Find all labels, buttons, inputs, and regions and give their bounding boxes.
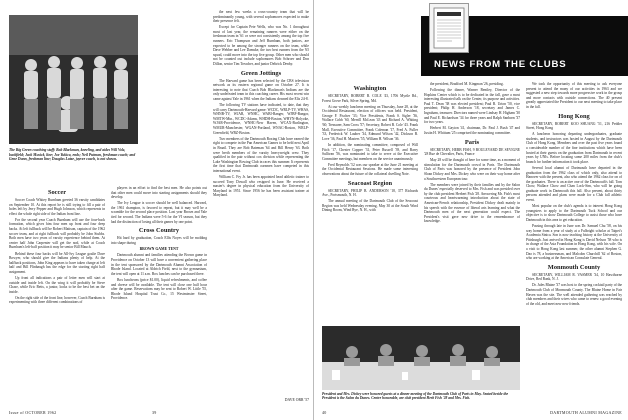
paragraph: The Harvard game has been selected by the CBS television network as its eastern regional game on October 27. It is interesting to note that Coach Bob Blackman's Indians are the only undefeated team in this coaching career. His most recent win came against Yale in 1961 when the Indians downed the Elis 24-8. xyxy=(213,78,309,101)
newspaper-icon xyxy=(430,4,468,52)
left-column-1 xyxy=(9,186,105,404)
paragraph: SECRETARY, WILLIAM R. VASMER '34, 10 Hawthorne Drive, Red Bank, N. J. xyxy=(526,272,622,282)
section-heading: Soccer xyxy=(47,189,67,196)
paragraph: A luncheon honoring departing undergraduates, graduate students, and instructors was hosted in August by the Dartmouth Club of Hong Kong. Members and over the past five years found a considerable number of the fine institutions which have been hosted at their guests on the graduation from Dartmouth in recent years by UNIs. Before locating some 200 miles from the club's branch for further information it took place. xyxy=(526,132,622,164)
paragraph: the president, Bradford M. Kingman '26, presiding. xyxy=(430,82,504,86)
coaching-staff-photo xyxy=(9,15,138,144)
right-column-1 xyxy=(322,82,418,322)
paragraph: Passing through late in June was Dr. Samuel Chu '58, on his way home from a year of study at a Fulbright scholar at Taipei's Academia Sinica. Son is now teaching history at the University of Pittsburgh. Just arrived in Hong Kong is David Nelson '58 who is in charge of the Asia Foundation in Hong Kong, with his wife. On a visit to Hong Kong last summer, the other alumni Stephen G. Dao is 78, a businessman, and Malcolm Churchill '62 of Boston, who are working at the American Consulate General. xyxy=(526,224,622,261)
banner-rule xyxy=(596,16,628,19)
paragraph: The Ivy League is soccer should be well balanced. Harvard, the 1961 champion, is favored to repeat, but it may well be a scramble for the second place position. Last year Brown and Yale tied for second. The Indians were 5-6 for the VI season, but they had the distinction of losing all their games by one point. xyxy=(111,201,207,224)
section-heading: Seacoast Region xyxy=(347,179,393,187)
right-column-3 xyxy=(526,82,622,404)
paragraph: May 28 will be thought of here for some time, as a moment of stimulation for the Dartmouth crowd in Paris. The Dartmouth Club of Paris was honored by the presence of President John Sloan Dickey and Mrs. Dickey who were on their way home after a Southwestern European tour. xyxy=(424,158,520,181)
paragraph: Two members of the Dartmouth Boxing Club have earned the right to compete in the Pan American Games to be held next April in Brazil. They are Bob Bateman '64 and Bill Henry '63. Both were berth members of the varsity heavyweight crew. They qualified in the pair without cox division while representing the Lake Washington Rowing Club in races this summer. It represents the first time that Dartmouth oarsmen have competed in this international event. xyxy=(213,136,309,173)
paragraph: Up front all indications a pair of letter men will start at outside and inside left. On the wing it will probably be Steve Chase, while Eric Betts, a junior, looks to be the best bet on the inside. xyxy=(9,276,105,294)
paragraph: On the right side of the front line, however, Coach Burnham is experimenting with three different combinations of xyxy=(9,295,105,305)
left-column-2 xyxy=(111,186,207,404)
section-heading: Paris xyxy=(464,138,480,146)
footer-page-number-right: 40 xyxy=(322,410,327,415)
paragraph: the next few weeks a cross-country team that will be predominantly young, with several sophomores expected to make their presence felt. xyxy=(213,10,309,24)
banner-title: NEWS FROM THE CLUBS xyxy=(434,59,567,70)
paragraph: Several local alumni of Dartmouth have departed in the graduation from the 1962 class of which only, also attend to Hanover with the present, also who attend the 1962 class for on of the graduates. There is an active one of the Dartmouth's fall. Tom Chow, Wallace Chow and Chan Lock-Sim, who will be going graduate work in Dartmouth this fall. Also present, about thirty persons attended and plans were made for a Club fall athletic event. xyxy=(526,165,622,203)
paragraph: The annual meeting of the Dartmouth Club of the Seacoast Region was held Wednesday evening, May 30 at the South Wind Dining Room, Wind Rye, N. H., with xyxy=(322,199,418,213)
paragraph: SECRETARY, PHILIP B. ANDERSON '18, 377 Richards Ave., Portsmouth, N. H. xyxy=(322,188,418,198)
section-heading: Washington xyxy=(353,85,387,92)
paragraph: The members were joined by their families and by the Salon du Dunes' especially deserved to Mrs. Fish and was presided over by the club president Herbert Fish '28. Answering Mr. Fish's most courteous and heartwarming introduction about the state of American-French relationship, President Dickey dealt mainly in his speech with the essence of liberal arts learning and what the Dartmouth men of the next generation could expect. The President's visit gave new drive to the remembrance of knowledge. xyxy=(424,182,520,224)
paragraph: Following the dinner, Warner Bentley, Director of the Hopkins Center which is to be dedicated in the fall, gave a most interesting illustrated talk on the Center, its purpose and activities. Paul T. Dean '38 was elected president; Paul R. Urion '50, vice president; Philip H. Anderson '18, secretary and James C. Ingraham, treasurer. Directors named were Lindsay H. Higham '30 and Paul E. Richardson '34 for three years and Ralph Sanborn '37 for two years. xyxy=(424,88,520,125)
paragraph: William C. Fry Jr. has been appointed head athletic trainer to succeed Tony Dowall who resigned in June. He received a master's degree in physical education from the University of Maryland in 1951. Since 1956 he has been assistant trainer at Maryland. xyxy=(213,175,309,198)
footer-issue: Issue of OCTOBER 1962 xyxy=(9,410,57,415)
paragraph: At our weekly luncheon meeting on Thursday, June 28, at the Occidental Restaurant, election of officers was held. President, George F. Fischer '33; Vice Presidents, Frank S. Sigler '36, Wallace Cobb '60, Merrill McLean '43 and Richard A. Whiting '60; Treasurer, Sam Cross '57; Secretary, Robert B. Cole '43. Frank Mall, Executive Committee, Frank Coleman '17, Fred A. Fuller '33, Frederick W. Lauber '34, Edmund Wilson '42, Dickson B. Love '36, Paul H. Masters '55, William H. Wilson '36. xyxy=(322,104,418,141)
paragraph: Dartmouth alumni and families attending the Brown game in Providence on October 13 will have a convenient gathering place in the tent sponsored by the Dartmouth Alumni Association of Rhode Island. Located at Aldrich Field, next to the gymnasium, the tent will open at 11 a.m. Box lunches can be purchased there. xyxy=(111,253,207,276)
coaching-staff-photo-art xyxy=(9,15,138,144)
paragraph: In addition, the nominating committee, composed of Will Fitch '17, Chester Copper '31, Peter Russell '39, and Barry Sullivan '56, was nominated to take to serve at the Executive Committee meetings, but members on the service unanimously. xyxy=(322,142,418,161)
paragraph: Most popular on the club's agenda is to interest Hong Kong youngsters to apply to the Dartmouth Tuck School and our objective is to show Dartmouth College to assist those who have Dartmouth in this area to get education. xyxy=(526,204,622,222)
subsection-heading: BROWN GAME TENT xyxy=(139,247,179,252)
paragraph: Behind these four backs will be All-Ivy League goalie Dave Bowyer, who should give the Indians plenty of help. At the halfback positions, John King appears to have taken charge at left half and Bill Flinbaugh has the edge for the starting right half assignment. xyxy=(9,251,105,274)
coaching-staff-caption: The Big Green coaching staff: Bob Blackman, kneeling, and aides Will Volz, backfield; Jack Musick, line; Joe Yukica, ends; Neil Putman, freshman coach; and Gene Dunn, freshman line; Douglas Lutze, jayvee coach, is not shown. xyxy=(9,148,136,162)
paris-dinner-photo xyxy=(322,326,520,390)
footer-page-number-left: 39 xyxy=(152,410,157,415)
paragraph: Hit hard by graduation, Coach Ellis Noyes will be molding into shape during xyxy=(111,236,207,245)
paragraph: For the second year Coach Burnham will use the four-back formation, which gives him four men up front and four deep backs. At left fullback will be Robert Mattson, captain of the 1962 soccer team, and at right fullback will probably be John Stubbs. Both men have two years of varsity experience behind them. At center half John Carpenter will get the nod, while at Coach Burnham's left-half position it may be senior Bill Mauch. xyxy=(9,217,105,250)
column-signature: DAVE ORR '57 xyxy=(284,398,309,402)
paragraph: Herbert M. Gayton '41, chairman, Dr. Paul J. Bush '47 and Justin H. Whittum '25 comprised the nominating committee. xyxy=(424,126,520,135)
left-column-3 xyxy=(213,10,309,398)
paris-dinner-caption: President and Mrs. Dickey were honored guests at a dinner meeting of the Dartmouth Club of Paris in May. Seated beside the President is the Salon du Dunes. Centre honorable, are club president Herb Fish '28 and Mrs. Fish. xyxy=(322,392,509,401)
paris-dinner-photo-art xyxy=(322,326,520,390)
paragraph: Box luncheons (price $1.00), liquid refreshments, and coffee and cheese will be available. The tent will close one half hour after the game. Reservations may be sent to Robert W. Little '55, Rhode Island Hospital Trust Co., 15 Westminster Street, Providence. xyxy=(111,277,207,301)
right-page xyxy=(314,0,628,420)
paragraph: Except for Captain Pete Wells, who was No. 1 throughout most of last year, the remaining runners were either on the freshman team in '61 or were not consistently among the top five runners. Eric Thompson and Jeff Burnham, both juniors, are expected to be among the stronger runners on the team, while Dave Webber and Lee Damske, the two best runners from the '65 squad, could move into the top five group. Other men who should not be counted out include sophomores Bob Schroer and Don Dillon, senior Tim Treacher, and junior Deltrick Denby. xyxy=(213,25,309,67)
footer-magazine: DARTMOUTH ALUMNI MAGAZINE xyxy=(550,410,622,415)
paragraph: Fred Reynolds '52 was our speaker at the June 21 meeting at the Occidental Restaurant Sessions. He made some interesting observations about the future of the collateral dwelling Note. xyxy=(322,162,418,176)
paragraph: Dr. Jules Blaine '37 was host to the spring cocktail party of the Dartmouth Club of Monmouth County. The Blaine Home in Fair Haven was the site. The well attended gathering was reached by club members and their wives who came to renew a good evening of the old, and meet new new friends. xyxy=(526,283,622,306)
right-column-2 xyxy=(424,82,520,322)
paragraph: Soccer Coach Whitey Burnham greeted 36 varsity candidates on September 10. At this report he is still trying to fill a pair of holes left by Jerry Pepper and Hugh Johnson, which represents in effect the whole right side of the Indian front line. xyxy=(9,198,105,216)
paragraph: The following TV stations have indicated, to date, that they will carry Dartmouth-Harvard game: WCDC, WRLP-TV, WHAS, WHNB-TV, WJAR, WNHC, WABI-Ranger, WJBF-Bangor, WMTW-Mtn., WCDC-Adams, WHDH-Boston, WHYN-Holyoke, WJAR-Providence, WNHC-New Haven, WCAX-Burlington, WMUR-Manchester, WGAN-Portland, WNAC-Boston, WRLP-Greenfield, WBZ-Boston. xyxy=(213,103,309,135)
section-heading: Green Jottings xyxy=(240,69,282,77)
paragraph: SECRETARY, ROBERT KOO SHUANG '51, 216 Pedder Street, Hong Kong xyxy=(526,121,622,131)
section-heading: Cross Country xyxy=(138,227,180,235)
paragraph: SECRETARY, ROBERT B. COLE '43, 1706 Myrtle Rd., Forest Grove Park, Silver Spring, Md. xyxy=(322,94,418,103)
paragraph: players in an effort to find the best men. He also points out that other men could move into starting assignments should they develop. xyxy=(111,186,207,200)
newspaper-logo xyxy=(429,3,469,53)
section-heading: Hong Kong xyxy=(558,112,590,120)
paragraph: We took the opportunity of this meeting to ask everyone present to attend the many of our activities in 1963 and we suggested a new step towards more progressive work in the group and more contacts with outside connections. The 40 present greatly appreciated the President to our next meeting to take place in the fall. xyxy=(526,82,622,109)
paragraph: SECRETARY, HERB FISH, 9 BOULEVARD DE SEVIGNE '28 Rue de Chevalier, Paris, France xyxy=(424,147,520,157)
section-heading: Monmouth County xyxy=(547,263,601,271)
